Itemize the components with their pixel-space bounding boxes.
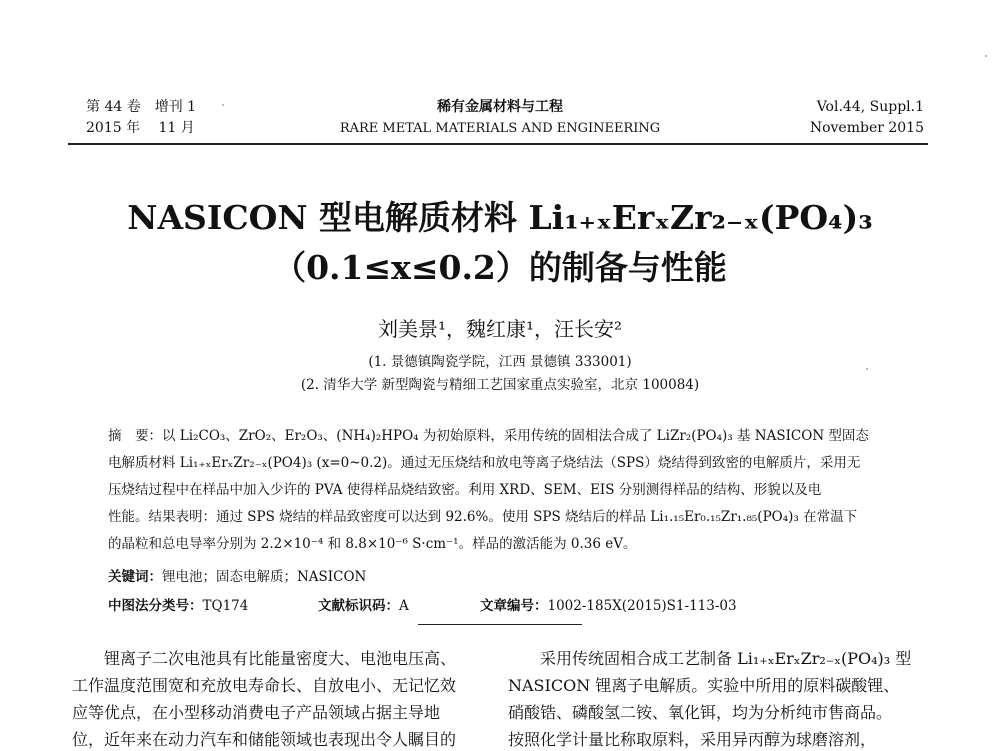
body-left-line: 锂离子二次电池具有比能量密度大、电池电压高、 (72, 649, 457, 668)
scan-speck (866, 368, 868, 370)
paper-title-line2: （0.1≤x≤0.2）的制备与性能 (273, 248, 727, 287)
authors: 刘美景¹，魏红康¹，汪长安² (377, 317, 623, 341)
body-right-line: NASICON 锂离子电解质。实验中所用的原料碳酸锂、 (508, 676, 900, 695)
scan-speck (985, 55, 987, 57)
article-label: 文章编号： (480, 598, 548, 614)
abstract-line: 压烧结过程中在样品中加入少许的 PVA 使得样品烧结致密。利用 XRD、SEM、EIS 分别测得样品的结构、形貌以及电 (108, 482, 822, 498)
affiliation-2: (2. 清华大学 新型陶瓷与精细工艺国家重点实验室，北京 100084) (300, 377, 700, 393)
article-value: 1002-185X(2015)S1-113-03 (547, 598, 737, 614)
body-right-line: 采用传统固相合成工艺制备 Li₁₊ₓErₓZr₂₋ₓ(PO₄)₃ 型 (508, 649, 912, 668)
doc-value: A (399, 598, 409, 614)
keywords-label: 关键词： (108, 569, 162, 585)
body-left-line: 位，近年来在动力汽车和储能领域也表现出令人瞩目的 (72, 730, 457, 749)
document-code (318, 594, 409, 614)
abstract-line: 的晶粒和总电导率分别为 2.2×10⁻⁴ 和 8.8×10⁻⁶ S·cm⁻¹。样品的激活能为 0.36 eV。 (108, 536, 637, 552)
paper-title-line1: NASICON 型电解质材料 Li₁₊ₓErₓZr₂₋ₓ(PO₄)₃ (127, 198, 873, 237)
publication-date: 2015 年 11 月 (86, 120, 195, 136)
clc-label: 中图法分类号： (108, 598, 203, 614)
article-number (480, 594, 737, 614)
body-right-line: 按照化学计量比称取原料，采用异丙醇为球磨溶剂， (508, 730, 877, 749)
abstract-line: 性能。结果表明：通过 SPS 烧结的样品致密度可以达到 92.6%。使用 SPS 烧结后的样品 Li₁.₁₅Er₀.₁₅Zr₁.₈₅(PO₄)₃ 在常温下 (108, 509, 858, 525)
keywords (108, 565, 366, 585)
journal-title-cn: 稀有金属材料与工程 (437, 99, 563, 115)
keywords-text: 锂电池；固态电解质；NASICON (162, 569, 367, 585)
date-en: November 2015 (809, 120, 924, 136)
journal-title-en: RARE METAL MATERIALS AND ENGINEERING (339, 121, 661, 136)
abstract-line: 电解质材料 Li₁₊ₓErₓZr₂₋ₓ(PO4)₃ (x=0~0.2)。通过无压烧结和放电等离子烧结法（SPS）烧结得到致密的电解质片，采用无 (108, 455, 861, 471)
scan-speck (222, 104, 224, 106)
affiliation-1: (1. 景德镇陶瓷学院，江西 景德镇 333001) (368, 354, 632, 370)
section-divider (418, 624, 582, 625)
abstract-line: 摘 要：以 Li₂CO₃、ZrO₂、Er₂O₃、(NH₄)₂HPO₄ 为初始原料，采用传统的固相法合成了 LiZr₂(PO₄)₃ 基 NASICON 型固态 (108, 428, 869, 444)
clc-number (108, 594, 248, 614)
clc-value: TQ174 (202, 598, 249, 614)
body-right-line: 硝酸锆、磷酸氢二铵、氧化铒，均为分析纯市售商品。 (508, 703, 893, 722)
volume-en: Vol.44, Suppl.1 (816, 99, 924, 115)
header-rule (68, 143, 928, 145)
volume-issue: 第 44 卷 增刊 1 (86, 99, 197, 115)
body-left-line: 工作温度范围宽和充放电寿命长、自放电小、无记忆效 (72, 676, 457, 695)
doc-label: 文献标识码： (318, 598, 399, 614)
body-left-line: 应等优点，在小型移动消费电子产品领域占据主导地 (72, 703, 441, 722)
